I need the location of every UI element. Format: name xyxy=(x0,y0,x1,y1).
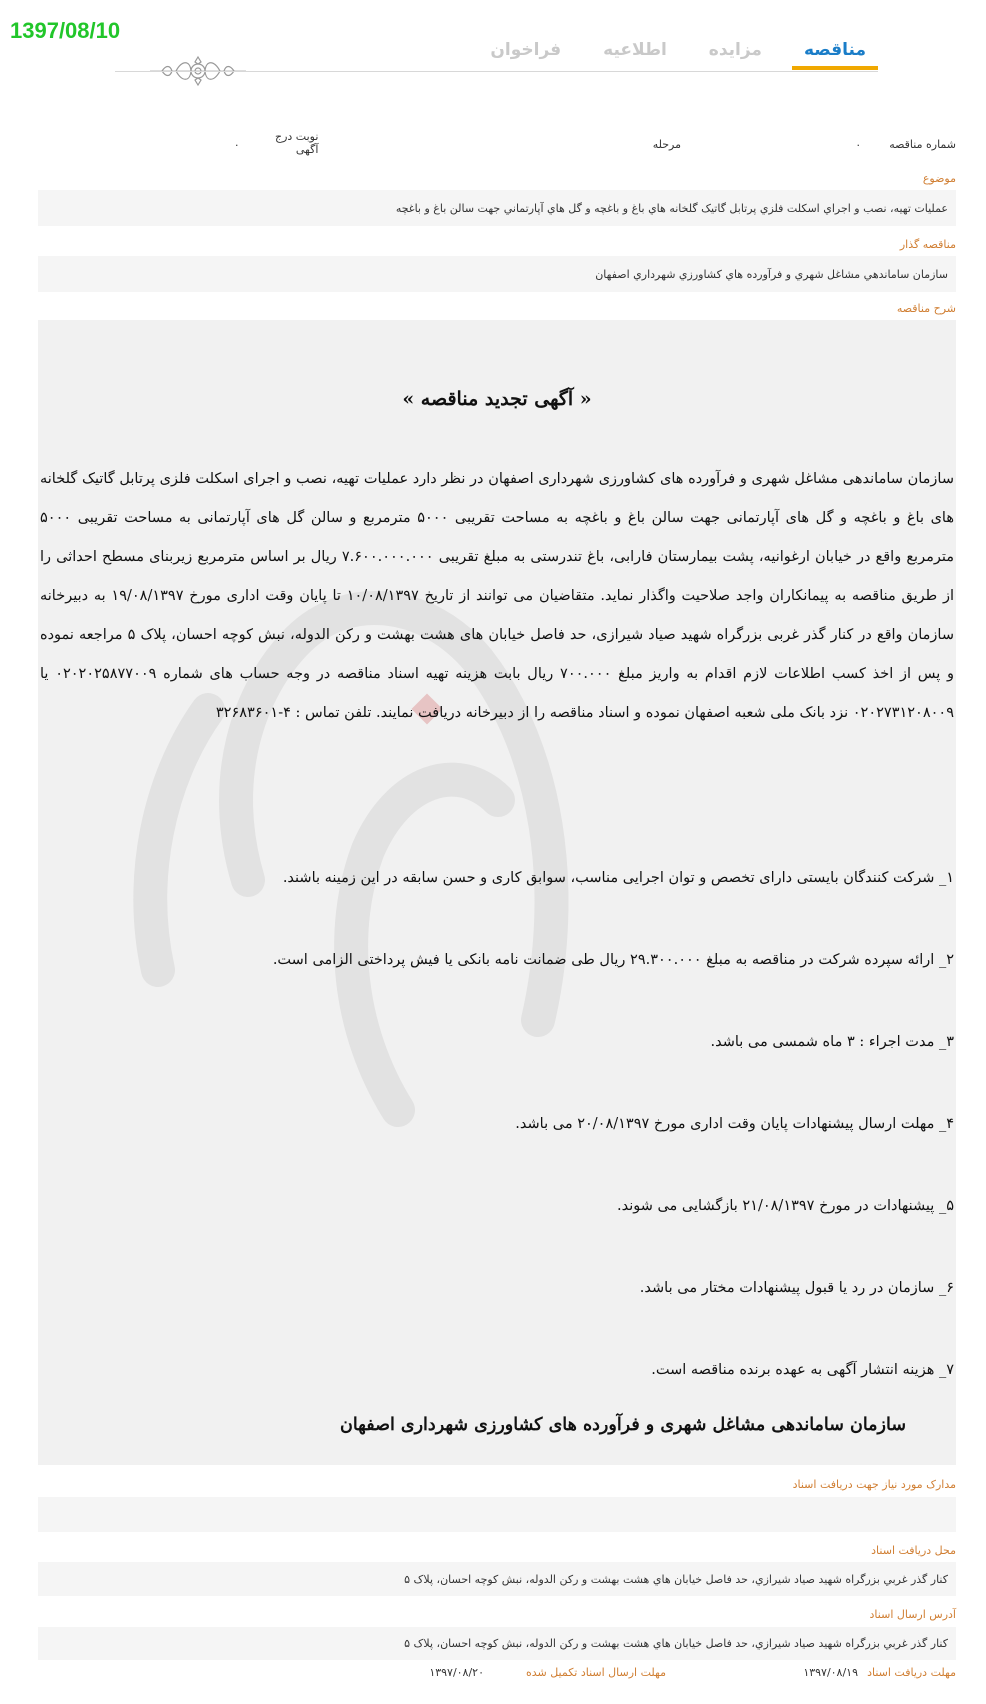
tab-auction[interactable]: مزایده xyxy=(708,40,762,60)
receive-deadline-value: ۱۳۹۷/۰۸/۱۹ xyxy=(803,1666,858,1679)
required-docs-value xyxy=(38,1497,956,1532)
notice-body: سازمان ساماندهی مشاغل شهری و فرآورده های کشاورزی شهرداری اصفهان در نظر دارد عملیات تهیه، نصب و اجرای اسکلت فلزی پرتابل گاتیک گلخانه های باغ و باغچه و گل های آپارتمانی جهت سالن باغ و باغچه به مساحت تقریبی ۵۰۰۰ مترمربع و سالن گل های آپارتمانی به مساحت تقریبی ۵۰۰۰ مترمربع واقع در خیابان ارغوانیه، پشت بیمارستان فارابی، باغ تندرستی به مبلغ تقریبی ۷.۶۰۰.۰۰۰.۰۰۰ ریال بر اساس مترمربع زیربنای مسطح احداثی را از طریق مناقصه به پیمانکاران واجد صلاحیت واگذار نماید. متقاضیان می توانند از تاریخ ۱۰/۰۸/۱۳۹۷ تا پایان وقت اداری مورخ ۱۹/۰۸/۱۳۹۷ به دبیرخانه سازمان واقع در کنار گذر غربی بزرگراه شهید صیاد شیرازی، حد فاصل خیابان های هشت بهشت و رکن الدوله، نبش کوچه احسان، پلاک ۵ مراجعه نموده و پس از اخذ کسب اطلاعات لازم اقدام به واریز مبلغ ۷۰۰.۰۰۰ ریال بابت هزینه تهیه اسناد مناقصه در وجه حساب های شماره ۰۲۰۲۰۲۵۸۷۷۰۰۹ یا ۰۲۰۲۷۳۱۲۰۸۰۰۹ نزد بانک ملی شعبه اصفهان نموده و اسناد مناقصه را از دبیرخانه دریافت نمایند. تلفن تماس : ۴-۳۲۶۸۳۶۰۱ xyxy=(40,471,954,721)
clause-6: ۶_ سازمان در رد یا قبول پیشنهادات مختار می باشد. xyxy=(639,1280,954,1296)
organizer-value: سازمان ساماندهي مشاغل شهري و فرآورده هاي کشاورزي شهرداري اصفهان xyxy=(38,256,956,292)
publish-turn-label-line2: آگهی xyxy=(295,143,319,156)
subject-label: موضوع xyxy=(922,172,956,185)
stage-label: مرحله xyxy=(652,138,681,151)
receive-deadline-label: مهلت دريافت اسناد xyxy=(867,1666,956,1679)
submit-deadline-label: مهلت ارسال اسناد تکميل شده xyxy=(525,1666,666,1679)
clause-7: ۷_ هزینه انتشار آگهی به عهده برنده مناقصه است. xyxy=(651,1362,954,1378)
notice-title: « آگهی تجدید مناقصه » xyxy=(402,388,592,410)
clause-5: ۵_ پیشنهادات در مورخ ۲۱/۰۸/۱۳۹۷ بازگشایی می شوند. xyxy=(616,1198,954,1214)
tab-bar xyxy=(478,40,878,70)
clause-1: ۱_ شرکت کنندگان بایستی دارای تخصص و توان اجرایی مناسب، سوابق کاری و حسن سابقه در این زمینه باشند. xyxy=(282,870,954,886)
publish-turn-value: . xyxy=(235,136,239,149)
tender-description-panel xyxy=(38,320,956,1465)
clause-3: ۳_ مدت اجراء : ۳ ماه شمسی می باشد. xyxy=(710,1034,954,1050)
tender-number-label: شماره مناقصه xyxy=(889,138,956,151)
submit-deadline-value: ۱۳۹۷/۰۸/۲۰ xyxy=(429,1666,484,1679)
subject-value: عمليات تهيه، نصب و اجراي اسکلت فلزي پرتابل گاتيک گلخانه هاي باغ و باغچه و گل هاي آپارتماني جهت سالن باغ و باغچه xyxy=(38,190,956,226)
required-docs-label: مدارک مورد نياز جهت دريافت اسناد xyxy=(792,1478,956,1491)
send-address-label: آدرس ارسال اسناد xyxy=(869,1608,956,1621)
publish-turn-label-line1: نوبت درج xyxy=(275,130,319,143)
tab-call[interactable]: فراخوان xyxy=(490,40,562,60)
receive-place-label: محل دريافت اسناد xyxy=(871,1544,956,1557)
tab-announcement[interactable]: اطلاعیه xyxy=(603,40,667,60)
receive-place-value: کنار گذر غربي بزرگراه شهيد صياد شيرازي، حد فاصل خيابان هاي هشت بهشت و رکن الدوله، نبش کوچه احسان، پلاک ۵ xyxy=(38,1562,956,1596)
tab-tender[interactable]: مناقصه xyxy=(792,40,878,70)
description-label: شرح مناقصه xyxy=(896,302,956,315)
clause-2: ۲_ ارائه سپرده شرکت در مناقصه به مبلغ ۲۹.۳۰۰.۰۰۰ ریال طی ضمانت نامه بانکی یا فیش پرداختی الزامی است. xyxy=(272,952,954,968)
clause-4: ۴_ مهلت ارسال پیشنهادات پایان وقت اداری مورخ ۲۰/۰۸/۱۳۹۷ می باشد. xyxy=(515,1116,954,1132)
tab-divider xyxy=(115,71,878,72)
organizer-label: مناقصه گذار xyxy=(899,238,956,251)
tender-number-value: . xyxy=(856,136,860,149)
tender-meta-row xyxy=(30,132,956,162)
send-address-value: کنار گذر غربي بزرگراه شهيد صياد شيرازي، حد فاصل خيابان هاي هشت بهشت و رکن الدوله، نبش کوچه احسان، پلاک ۵ xyxy=(38,1627,956,1660)
date-stamp: 1397/08/10 xyxy=(10,18,121,43)
publish-turn-label xyxy=(275,130,318,156)
deadlines-row xyxy=(38,1662,956,1682)
notice-signature: سازمان ساماندهی مشاغل شهری و فرآورده های کشاورزی شهرداری اصفهان xyxy=(339,1415,906,1435)
